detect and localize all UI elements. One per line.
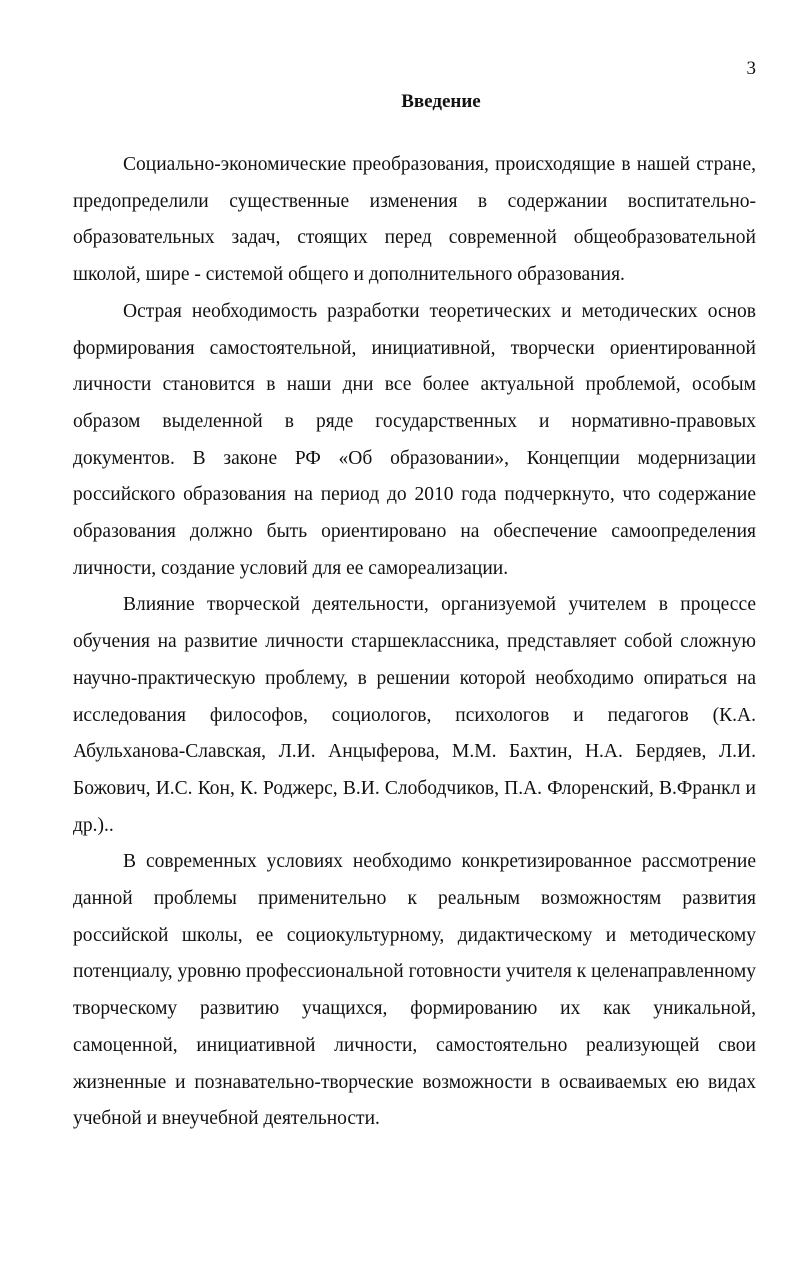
body-text xyxy=(73,147,756,1138)
page-number: 3 xyxy=(746,58,756,79)
paragraph-2: Острая необходимость разработки теоретических и методических основ формирования самостоятельной, инициативной, творчески ориентированной личности становится в наши дни все более актуальной проблемой, особым образом выделенной в ряде государственных и нормативно-правовых документов. В законе РФ «Об образовании», Концепции модернизации российского образования на период до 2010 года подчеркнуто, что содержание образования должно быть ориентировано на обеспечение самоопределения личности, создание условий для ее самореализации. xyxy=(73,300,756,579)
paragraph-1: Социально-экономические преобразования, происходящие в нашей стране, предопределили существенные изменения в содержании воспитательно-образовательных задач, стоящих перед современной общеобразовательной школой, шире - системой общего и дополнительного образования. xyxy=(73,154,756,286)
paragraph-3: Влияние творческой деятельности, организуемой учителем в процессе обучения на развитие личности старшеклассника, представляет собой сложную научно-практическую проблему, в решении которой необходимо опираться на исследования философов, социологов, психологов и педагогов (К.А. Абульханова-Славская, Л.И. Анцыферова, М.М. Бахтин, Н.А. Бердяев, Л.И. Божович, И.С. Кон, К. Роджерс, В.И. Слободчиков, П.А. Флоренский, В.Франкл и др.).. xyxy=(73,594,756,836)
section-heading: Введение xyxy=(401,91,481,112)
paragraph-4: В современных условиях необходимо конкретизированное рассмотрение данной проблемы применительно к реальным возможностям развития российской школы, ее социокультурному, дидактическому и методическому потенциалу, уровню профессиональной готовности учителя к целенаправленному творческому развитию учащихся, формированию их как уникальной, самоценной, инициативной личности, самостоятельно реализующей свои жизненные и познавательно-творческие возможности в осваиваемых ею видах учебной и внеучебной деятельности. xyxy=(73,851,756,1130)
